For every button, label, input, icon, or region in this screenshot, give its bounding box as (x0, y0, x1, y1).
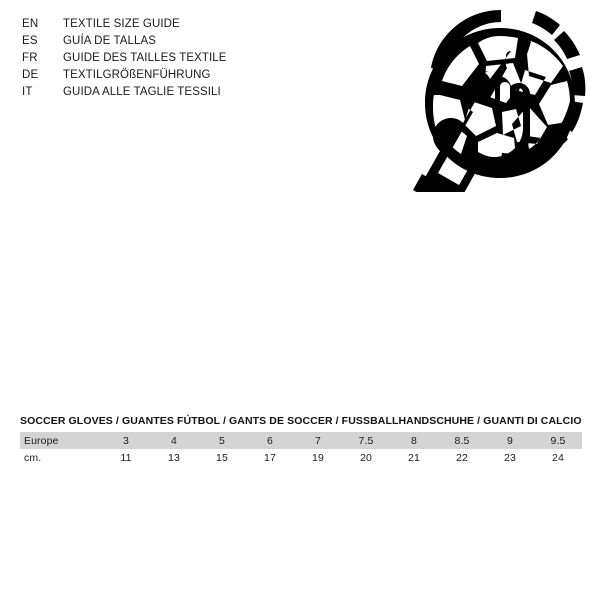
legend-row (22, 84, 352, 101)
table-cell: 9 (507, 434, 513, 447)
legend-language-text: GUIDE DES TAILLES TEXTILE (63, 52, 227, 64)
table-cell: 21 (408, 451, 420, 464)
legend-language-code: EN (22, 18, 39, 30)
legend-language-code: ES (22, 35, 38, 47)
table-cell: 11 (120, 451, 132, 464)
legend-row (22, 33, 352, 50)
row-label-cm: cm. (24, 451, 42, 464)
table-cell: 17 (264, 451, 276, 464)
table-cell: 22 (456, 451, 468, 464)
table-cell: 20 (360, 451, 372, 464)
legend-row (22, 67, 352, 84)
legend-language-text: TEXTILGRÖßENFÜHRUNG (63, 69, 211, 81)
table-cell: 9.5 (550, 434, 566, 447)
legend-language-code: FR (22, 52, 38, 64)
legend-language-code: DE (22, 69, 39, 81)
table-cell: 15 (216, 451, 228, 464)
table-cell: 7.5 (358, 434, 374, 447)
table-cell: 3 (123, 434, 129, 447)
glove-ball-icon (404, 8, 588, 192)
table-cell: 4 (171, 434, 177, 447)
table-cell: 8 (411, 434, 417, 447)
legend-language-text: TEXTILE SIZE GUIDE (63, 18, 180, 30)
table-cell: 24 (552, 451, 564, 464)
language-legend (22, 16, 352, 101)
table-cell: 6 (267, 434, 273, 447)
table-cell: 7 (315, 434, 321, 447)
table-cell: 19 (312, 451, 324, 464)
size-table (20, 432, 582, 466)
legend-language-code: IT (22, 86, 33, 98)
table-row-cm (20, 449, 582, 466)
table-cell: 13 (168, 451, 180, 464)
legend-row (22, 16, 352, 33)
table-cell: 5 (219, 434, 225, 447)
table-cell: 8.5 (454, 434, 470, 447)
legend-language-text: GUÍA DE TALLAS (63, 35, 157, 47)
size-table-title: SOCCER GLOVES / GUANTES FÚTBOL / GANTS DE SOCCER / FUSSBALLHANDSCHUHE / GUANTI DI CALCIO (20, 415, 582, 427)
row-label-europe: Europe (24, 434, 59, 447)
table-row-europe (20, 432, 582, 449)
legend-row (22, 50, 352, 67)
legend-language-text: GUIDA ALLE TAGLIE TESSILI (63, 86, 221, 98)
table-cell: 23 (504, 451, 516, 464)
size-table-block (20, 415, 582, 466)
